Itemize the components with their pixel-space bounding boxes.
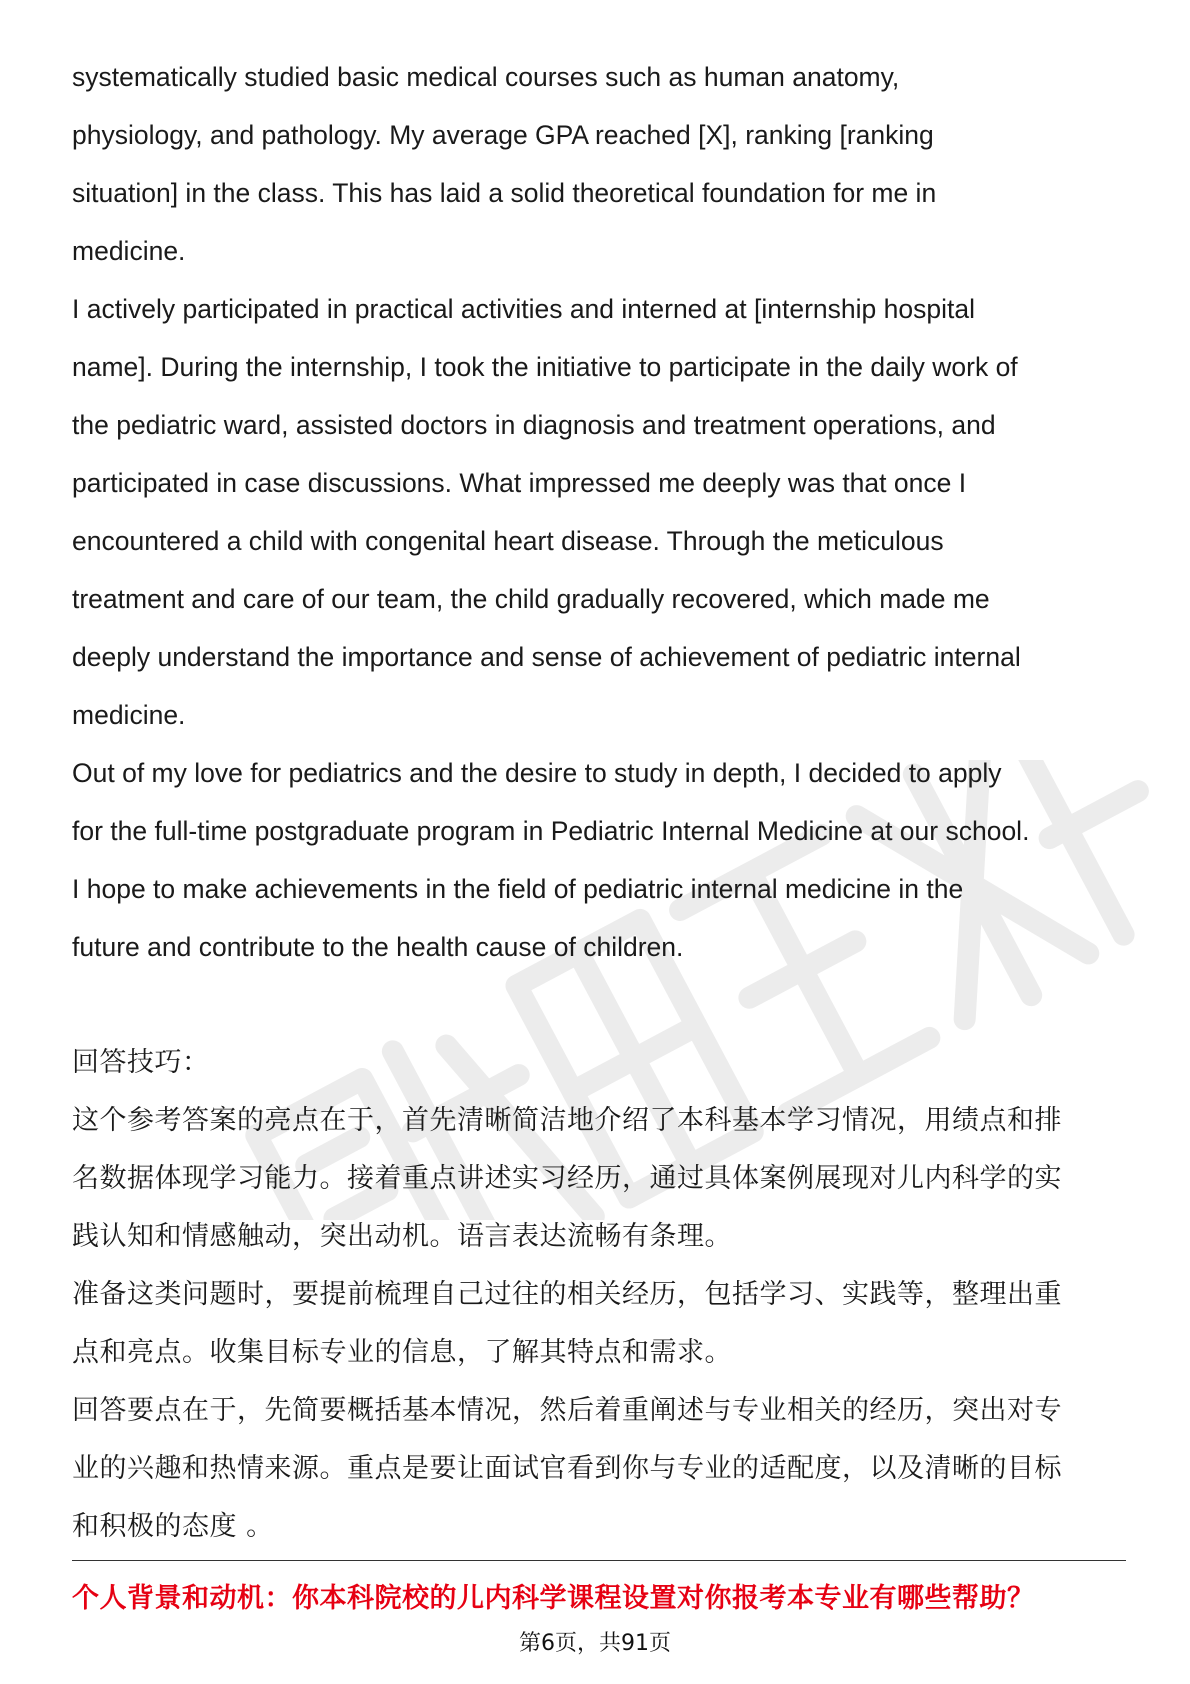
tips-line: 和积极的态度 。 xyxy=(72,1511,274,1542)
section-divider xyxy=(72,1560,1126,1561)
body-paragraphs xyxy=(72,48,1132,976)
tips-line: 准备这类问题时，要提前梳理自己过往的相关经历，包括学习、实践等，整理出重 xyxy=(72,1279,1062,1310)
body-line: treatment and care of our team, the child gradually recovered, which made me xyxy=(72,584,990,614)
body-line: the pediatric ward, assisted doctors in diagnosis and treatment operations, and xyxy=(72,410,996,440)
body-line: participated in case discussions. What impressed me deeply was that once I xyxy=(72,468,967,498)
page-content xyxy=(72,48,1132,1556)
body-line: for the full-time postgraduate program in Pediatric Internal Medicine at our school. xyxy=(72,816,1030,846)
body-line: Out of my love for pediatrics and the desire to study in depth, I decided to apply xyxy=(72,758,1002,788)
next-question-title: 个人背景和动机：你本科院校的儿内科学课程设置对你报考本专业有哪些帮助？ xyxy=(72,1583,1035,1614)
paragraph-spacer xyxy=(72,976,1132,1034)
body-line: I actively participated in practical activities and interned at [internship hospital xyxy=(72,294,975,324)
body-line: situation] in the class. This has laid a solid theoretical foundation for me in xyxy=(72,178,937,208)
tips-line: 回答要点在于，先简要概括基本情况，然后着重阐述与专业相关的经历，突出对专 xyxy=(72,1395,1062,1426)
tips-line: 点和亮点。收集目标专业的信息，了解其特点和需求。 xyxy=(72,1337,732,1368)
body-line: deeply understand the importance and sense of achievement of pediatric internal xyxy=(72,642,1021,672)
body-line: future and contribute to the health cause of children. xyxy=(72,932,684,962)
tips-line: 名数据体现学习能力。接着重点讲述实习经历，通过具体案例展现对儿内科学的实 xyxy=(72,1163,1062,1194)
answer-tips-section xyxy=(72,1034,1132,1556)
body-line: medicine. xyxy=(72,700,186,730)
tips-line: 业的兴趣和热情来源。重点是要让面试官看到你与专业的适配度，以及清晰的目标 xyxy=(72,1453,1062,1484)
body-line: systematically studied basic medical courses such as human anatomy, xyxy=(72,62,900,92)
body-line: medicine. xyxy=(72,236,186,266)
page-number: 第6页，共91页 xyxy=(519,1631,671,1656)
tips-line: 这个参考答案的亮点在于，首先清晰简洁地介绍了本科基本学习情况，用绩点和排 xyxy=(72,1105,1062,1136)
body-line: encountered a child with congenital heart disease. Through the meticulous xyxy=(72,526,944,556)
body-line: name]. During the internship, I took the initiative to participate in the daily work of xyxy=(72,352,1018,382)
body-line: physiology, and pathology. My average GPA reached [X], ranking [ranking xyxy=(72,120,934,150)
tips-line: 践认知和情感触动，突出动机。语言表达流畅有条理。 xyxy=(72,1221,732,1252)
body-line: I hope to make achievements in the field of pediatric internal medicine in the xyxy=(72,874,964,904)
tips-heading: 回答技巧： xyxy=(72,1047,210,1078)
